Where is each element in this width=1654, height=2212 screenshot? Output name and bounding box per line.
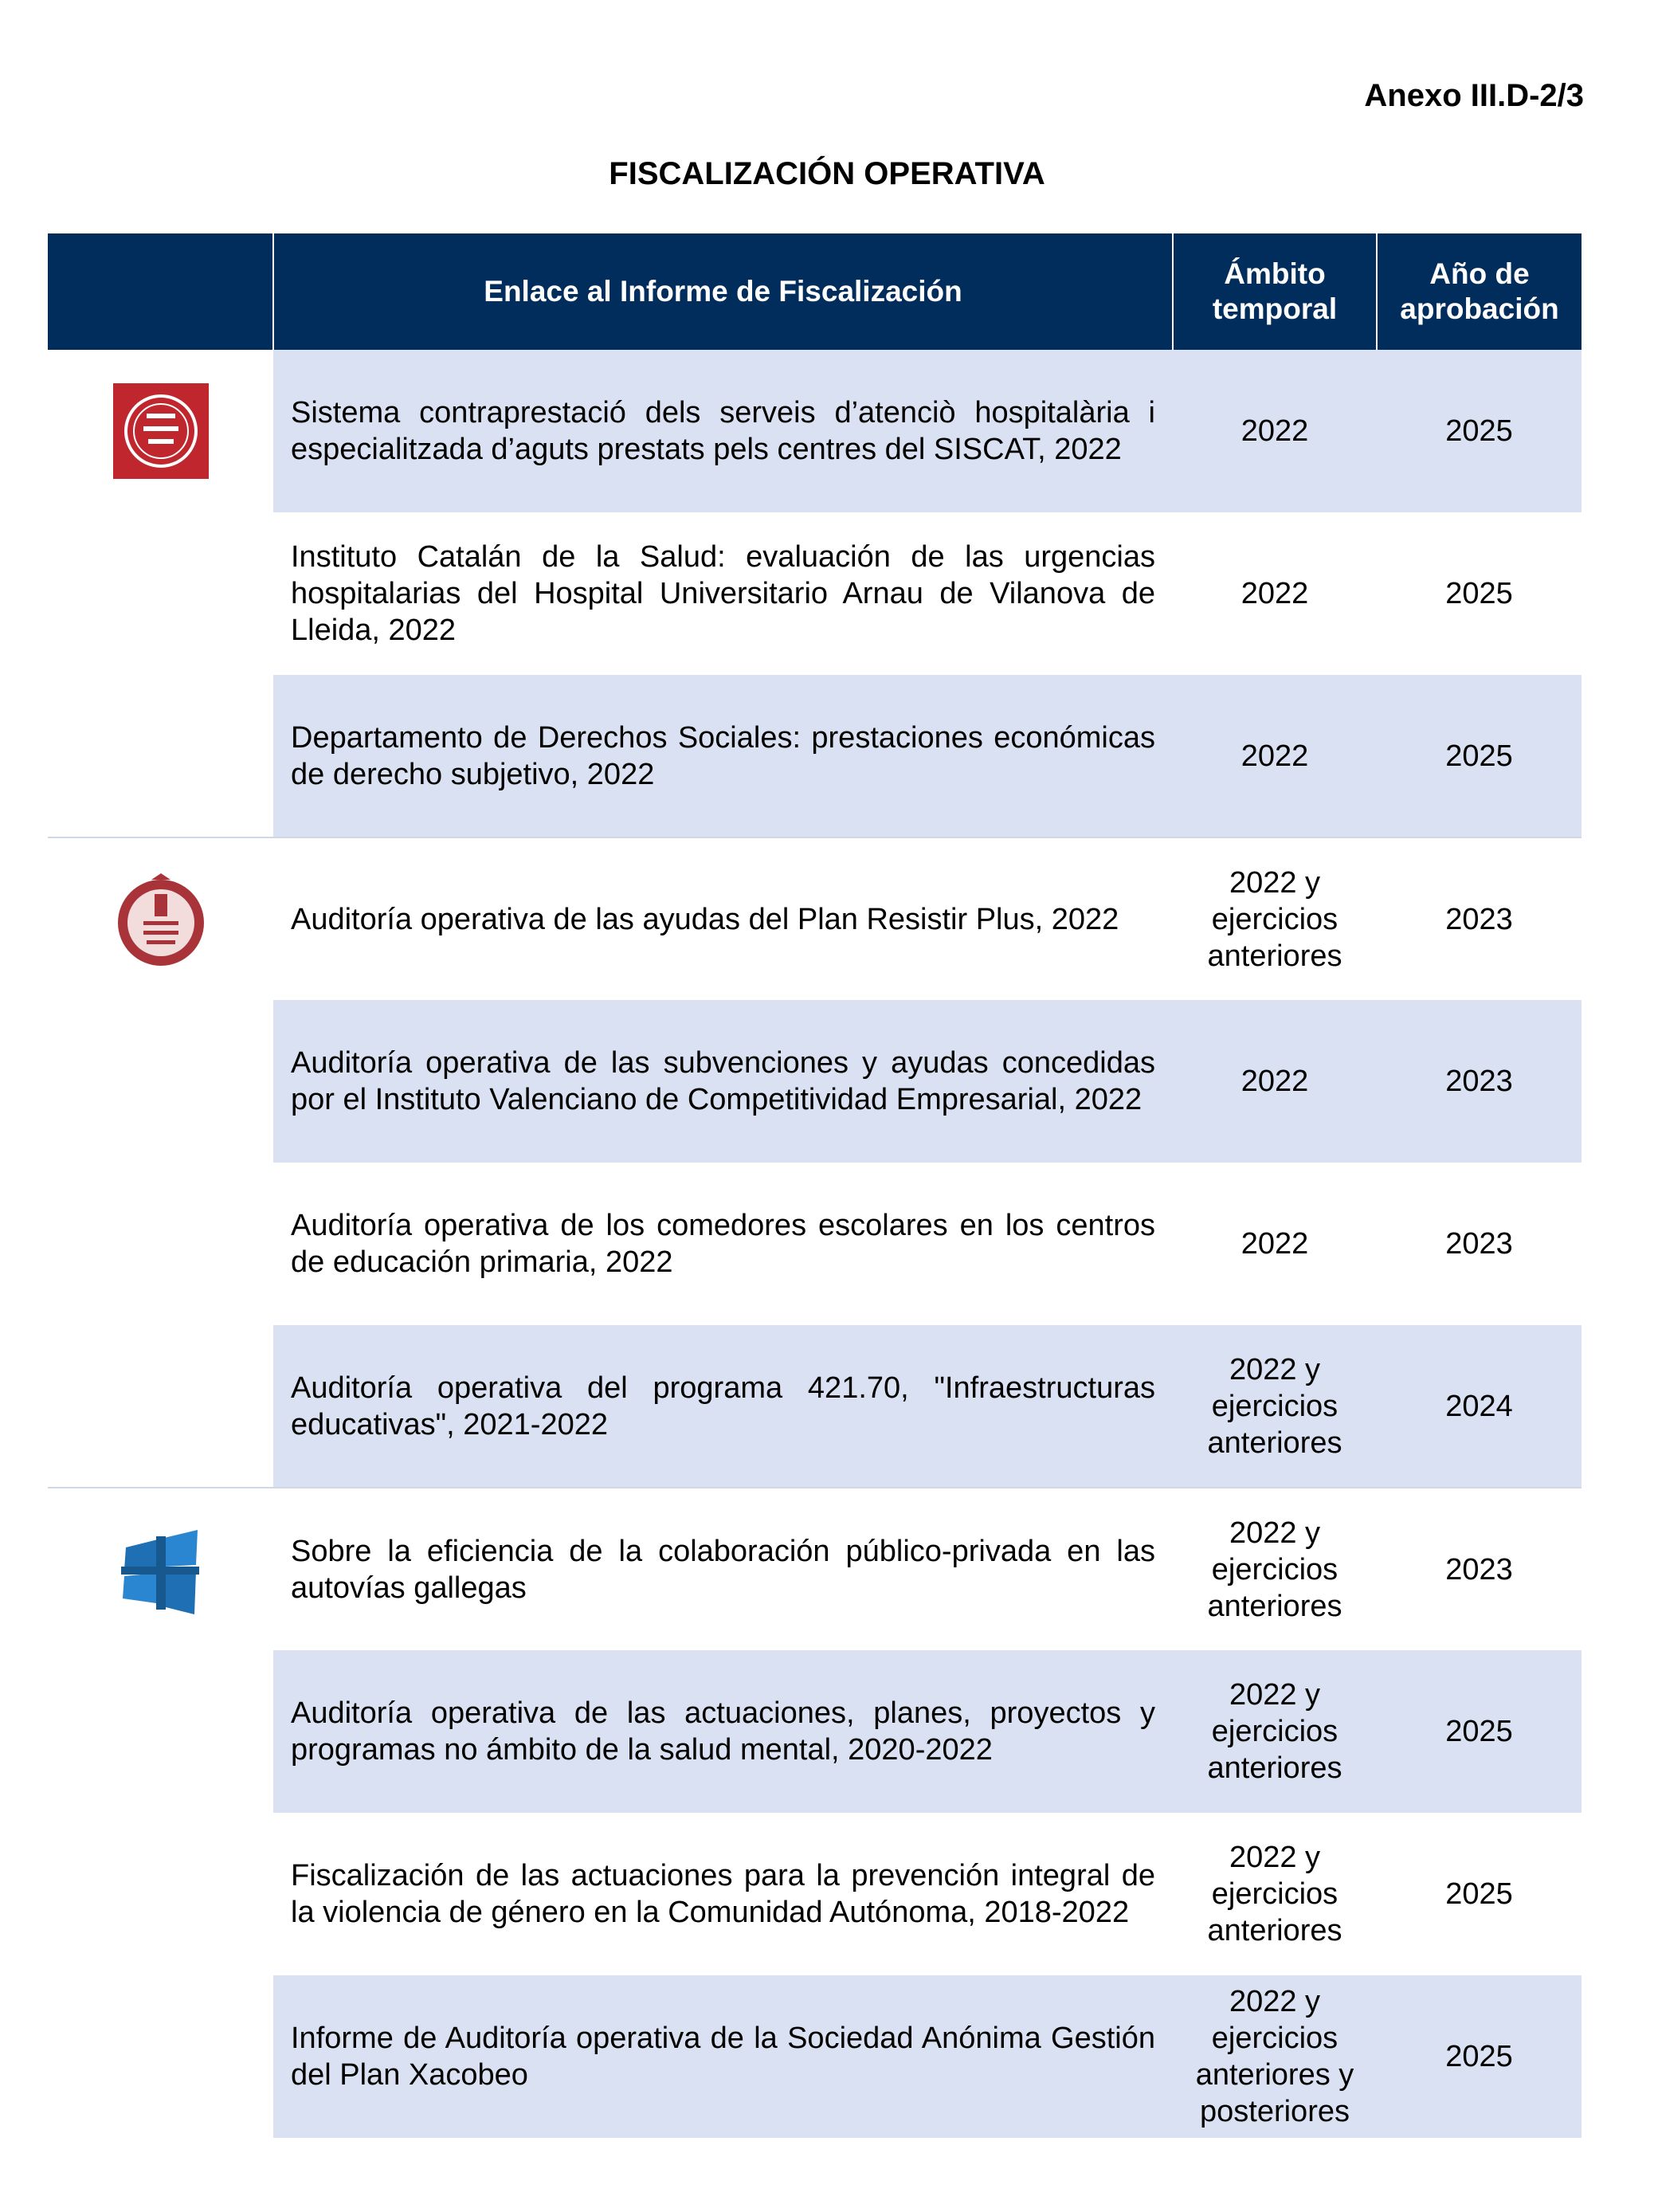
institution-logo-cell [48, 1488, 273, 2138]
table-row [48, 350, 1581, 512]
table-row [48, 1325, 1581, 1488]
table-row [48, 1000, 1581, 1163]
header-logo [48, 233, 273, 350]
table-row [48, 512, 1581, 675]
annex-label: Anexo III.D-2/3 [1364, 78, 1584, 113]
header-ano: Año de aprobación [1377, 233, 1581, 350]
table-row [48, 1163, 1581, 1325]
report-link[interactable]: Auditoría operativa de las ayudas del Plan Resistir Plus, 2022 [273, 837, 1173, 1000]
ano-aprobacion-cell: 2023 [1377, 1488, 1581, 1650]
report-link[interactable]: Auditoría operativa de las actuaciones, planes, proyectos y programas no ámbito de la salud mental, 2020-2022 [273, 1650, 1173, 1813]
report-link[interactable]: Auditoría operativa del programa 421.70, "Infraestructuras educativas", 2021-2022 [273, 1325, 1173, 1488]
report-link[interactable]: Sobre la eficiencia de la colaboración público-privada en las autovías gallegas [273, 1488, 1173, 1650]
header-link: Enlace al Informe de Fiscalización [273, 233, 1173, 350]
ambito-temporal-cell: 2022 [1173, 675, 1377, 837]
ano-aprobacion-cell: 2025 [1377, 350, 1581, 512]
ano-aprobacion-cell: 2025 [1377, 1813, 1581, 1975]
institution-logo-cell [48, 350, 273, 837]
ano-aprobacion-cell: 2025 [1377, 512, 1581, 675]
ambito-temporal-cell: 2022 y ejercicios anteriores y posteriores [1173, 1975, 1377, 2138]
header-ambito: Ámbito temporal [1173, 233, 1377, 350]
ambito-temporal-cell: 2022 y ejercicios anteriores [1173, 837, 1377, 1000]
ano-aprobacion-cell: 2023 [1377, 837, 1581, 1000]
ano-aprobacion-cell: 2025 [1377, 675, 1581, 837]
table-row [48, 837, 1581, 1000]
ambito-temporal-cell: 2022 y ejercicios anteriores [1173, 1813, 1377, 1975]
report-link[interactable]: Instituto Catalán de la Salud: evaluación de las urgencias hospitalarias del Hospital Universitario Arnau de Vilanova de Lleida, 2022 [273, 512, 1173, 675]
ano-aprobacion-cell: 2024 [1377, 1325, 1581, 1488]
table-row [48, 1488, 1581, 1650]
ano-aprobacion-cell: 2025 [1377, 1975, 1581, 2138]
ambito-temporal-cell: 2022 y ejercicios anteriores [1173, 1488, 1377, 1650]
report-link[interactable]: Departamento de Derechos Sociales: prestaciones económicas de derecho subjetivo, 2022 [273, 675, 1173, 837]
table-row [48, 1650, 1581, 1813]
ano-aprobacion-cell: 2025 [1377, 1650, 1581, 1813]
institution-logo-cell [48, 837, 273, 1488]
report-link[interactable]: Sistema contraprestació dels serveis d’atenciò hospitalària i especialitzada d’aguts prestats pels centres del SISCAT, 2022 [273, 350, 1173, 512]
consello-contas-galicia-window-icon [112, 1520, 210, 1619]
ambito-temporal-cell: 2022 [1173, 1000, 1377, 1163]
table-row [48, 675, 1581, 837]
ambito-temporal-cell: 2022 y ejercicios anteriores [1173, 1325, 1377, 1488]
table-header-row [48, 233, 1581, 350]
ambito-temporal-cell: 2022 y ejercicios anteriores [1173, 1650, 1377, 1813]
report-link[interactable]: Fiscalización de las actuaciones para la prevención integral de la violencia de género en la Comunidad Autónoma, 2018-2022 [273, 1813, 1173, 1975]
sindicatura-valenciana-seal-icon [112, 870, 210, 969]
report-link[interactable]: Informe de Auditoría operativa de la Sociedad Anónima Gestión del Plan Xacobeo [273, 1975, 1173, 2138]
table-row [48, 1813, 1581, 1975]
sindicatura-catalunya-seal-icon [112, 382, 210, 480]
ano-aprobacion-cell: 2023 [1377, 1000, 1581, 1163]
ano-aprobacion-cell: 2023 [1377, 1163, 1581, 1325]
ambito-temporal-cell: 2022 [1173, 512, 1377, 675]
table-row [48, 1975, 1581, 2138]
ambito-temporal-cell: 2022 [1173, 350, 1377, 512]
ambito-temporal-cell: 2022 [1173, 1163, 1377, 1325]
report-link[interactable]: Auditoría operativa de las subvenciones y ayudas concedidas por el Instituto Valenciano de Competitividad Empresarial, 2022 [273, 1000, 1173, 1163]
report-link[interactable]: Auditoría operativa de los comedores escolares en los centros de educación primaria, 2022 [273, 1163, 1173, 1325]
audit-reports-table [48, 233, 1581, 2138]
page-title: FISCALIZACIÓN OPERATIVA [609, 156, 1045, 191]
